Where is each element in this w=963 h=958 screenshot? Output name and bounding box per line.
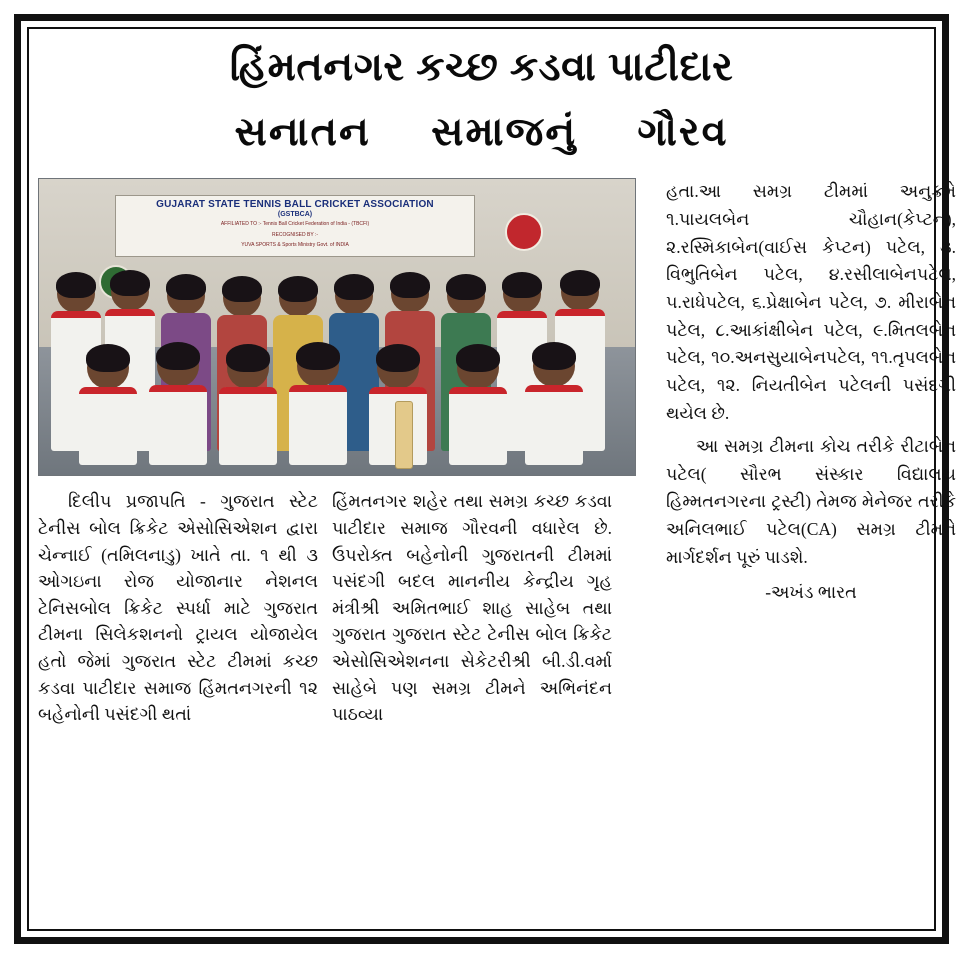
person-front-2 [149, 345, 207, 475]
headline-word-samajnu: સમાજનું [431, 110, 578, 155]
banner-subtitle: (GSTBCA) [277, 211, 313, 219]
hair [532, 342, 576, 370]
hair [446, 274, 486, 300]
hair [110, 270, 150, 296]
hair [222, 276, 262, 302]
article-left-columns [38, 488, 636, 727]
hair [376, 344, 420, 372]
hair [166, 274, 206, 300]
hair [502, 272, 542, 298]
hair [226, 344, 270, 372]
person-front-1 [79, 347, 137, 475]
headline-word-gaurav: ગૌરવ [637, 110, 729, 155]
article-column-3-paragraph-2: આ સમગ્ર ટીમના કોચ તરીકે રીટાબેન પટેલ( સૌરભ સંસ્કાર વિદ્યાલય હિમ્મતનગરના ટ્રસ્ટી) તેમજ મેનેજર તરીકે અનિલભાઈ પટેલ(CA) સમગ્ર ટીમને માર્ગદર્શન પૂરું પાડશે. [666, 436, 956, 567]
hair [296, 342, 340, 370]
article-column-1-text: દિલીપ પ્રજાપતિ - ગુજરાત સ્ટેટ ટેનીસ બોલ ક્રિકેટ એસોસિએશન દ્વારા ચેન્નાઈ (તમિલનાડુ) ખાતે તા. ૧ થી ૩ ઓગઇના રોજ યોજાનાર નેશનલ ટેનિસબોલ ક્રિકેટ સ્પર્ધા માટે ગુજરાત ટીમના સિલેકશનનો ટ્રાયલ યોજાયેલ હતો જેમાં ગુજરાત સ્ટેટ ટીમમાં કચ્છ કડવા પાટીદાર સમાજ હિંમતનગરની ૧૨ બહેનોની પસંદગી થતાં [38, 491, 318, 725]
banner-recognition: RECOGNISED BY :- [271, 231, 319, 238]
article-column-1 [38, 488, 318, 727]
torso [525, 385, 583, 465]
banner-title: GUJARAT STATE TENNIS BALL CRICKET ASSOCIATION [156, 199, 434, 211]
headline [38, 44, 925, 156]
hair [156, 342, 200, 370]
banner-recognition-detail: YUVA SPORTS & Sports Ministry Govt. of INDIA [241, 242, 349, 249]
cricket-bat-icon [395, 401, 413, 469]
hair [456, 344, 500, 372]
article-column-3 [666, 178, 956, 727]
left-block [38, 178, 648, 727]
hair [560, 270, 600, 296]
torso [149, 385, 207, 465]
article-column-3-paragraph-1: હતા.આ સમગ્ર ટીમમાં અનુક્રમે ૧.પાયલબેન ચૌહાન(કેપ્ટન), ૨.રસ્મિકાબેન(વાઈસ કેપ્ટન) પટેલ, ૩. વિભુતિબેન પટેલ, ૪.રસીલાબેનપટેલ, ૫.રાધેપટેલ, ૬.પ્રેક્ષાબેન પટેલ, ૭. મીરાબેન પટેલ, ૮.આકાંક્ષીબેન પટેલ, ૯.મિતલબેન પટેલ, ૧૦.અનસુયાબેનપટેલ, ૧૧.તૃપલબેન પટેલ, ૧૨. નિયતીબેન પટેલની પસંદગી થયેલ છે. [666, 181, 956, 423]
person-front-7 [525, 345, 583, 475]
article-column-2-text: હિંમતનગર શહેર તથા સમગ્ર કચ્છ કડવા પાટીદાર સમાજ ગૌરવની વધારેલ છે. ઉપરોક્ત બહેનોની ગુજરાતની ટીમમાં પસંદગી બદલ માનનીય કેન્દ્રીય ગૃહ મંત્રીશ્રી અમિતભાઈ શાહ સાહેબ તથા ગુજરાત ગુજરાત સ્ટેટ ટેનીસ બોલ ક્રિકેટ એસોસિએશનના સેકેટરીશ્રી બી.ડી.વર્મા સાહેબે પણ સમગ્ર ટીમને અભિનંદન પાઠવ્યા [332, 491, 612, 725]
body-area [38, 178, 956, 727]
person-front-4 [289, 345, 347, 475]
banner-affiliation: AFFILIATED TO :- Tennis Ball Cricket Federation of India - (TBCFI) [220, 221, 370, 228]
person-front-3 [219, 347, 277, 475]
team-photograph [38, 178, 636, 476]
headline-line-2 [38, 109, 925, 156]
torso [79, 387, 137, 465]
torso [289, 385, 347, 465]
hair [86, 344, 130, 372]
torso [219, 387, 277, 465]
article-column-2 [332, 488, 612, 727]
headline-word-sanatan: સનાતન [234, 110, 371, 155]
torso [449, 387, 507, 465]
hair [334, 274, 374, 300]
person-front-6 [449, 347, 507, 475]
team-members-group [39, 239, 635, 475]
headline-line-1: હિંમતનગર કચ્છ કડવા પાટીદાર [229, 45, 734, 89]
clipping-content [38, 38, 956, 920]
article-signature: -અખંડ ભારત [765, 582, 857, 603]
hair [56, 272, 96, 298]
hair [390, 272, 430, 298]
hair [278, 276, 318, 302]
